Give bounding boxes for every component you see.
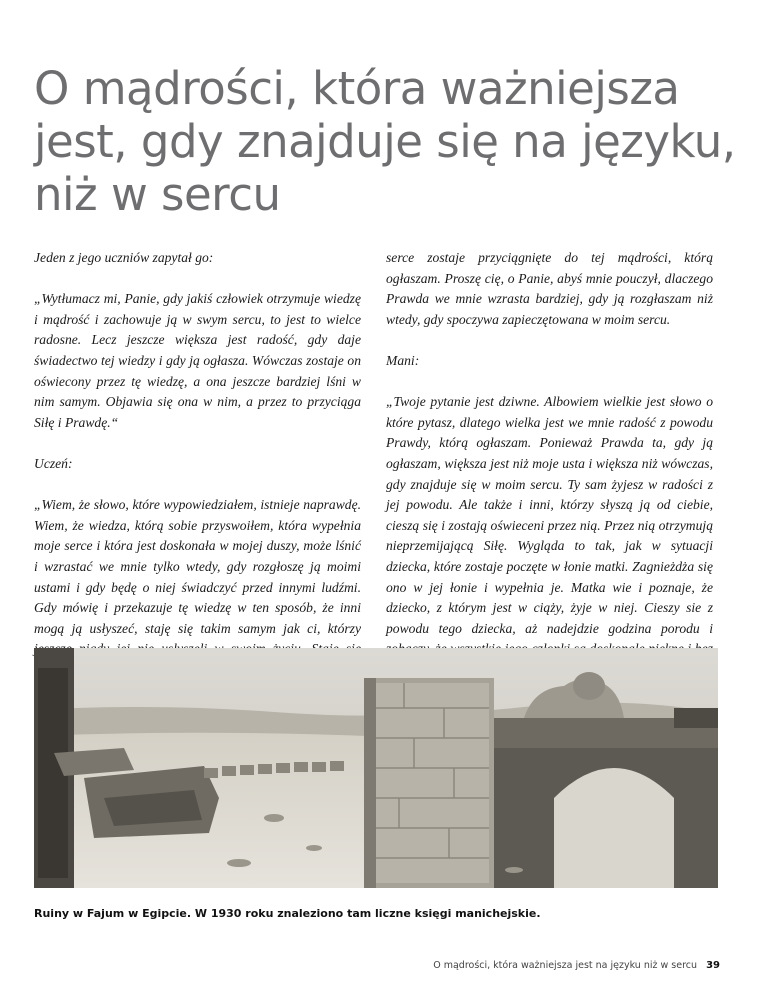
title-line-2: jest, gdy znajduje się na języku, xyxy=(34,115,736,168)
title-line-1: O mądrości, która ważniejsza xyxy=(34,62,680,115)
paragraph: „Twoje pytanie jest dziwne. Albowiem wielkie jest słowo o które pytasz, dlatego wielka jest we mnie radość z powodu Prawdy, którą ogłaszam. Ponieważ Prawda ta, gdy ją ogłaszam, większa jest niż moje usta i większa niż wówczas, gdy znajduje się w moim sercu. Ty sam żyjesz w radości z jej powodu. Ale także i inni, którzy słyszą ją od ciebie, cieszą się i zostają oświeceni przez nią. Przez nią otrzymują nieprzemijającą Siłę. Wygląda to tak, jak w sytuacji dziecka, które zostaje poczęte w łonie matki. Zagnieżdża się ono w jej łonie i wypełnia je. Matka wie i poznaje, że dziecko, z którym jest w ciąży, żyje w niej. Cieszy sie z powodu tego dziecka, aż nadejdzie godzina porodu i xyxy=(386,394,713,636)
photo-caption: Ruiny w Fajum w Egipcie. W 1930 roku znaleziono tam liczne księgi manichejskie. xyxy=(34,907,541,920)
page-number: 39 xyxy=(706,960,720,971)
right-text-column xyxy=(386,248,713,701)
running-title: O mądrości, która ważniejsza jest na języku niż w sercu xyxy=(433,960,698,971)
paragraph: Mani: xyxy=(386,352,420,368)
article-title xyxy=(34,62,734,221)
ruins-photo xyxy=(34,648,718,888)
left-text-column xyxy=(34,248,361,701)
page-footer xyxy=(433,960,720,971)
ruins-photo-illustration xyxy=(34,648,718,888)
paragraph: serce zostaje przyciągnięte do tej mądrości, którą ogłaszam. Proszę cię, o Panie, abyś mnie pouczył, dlaczego Prawda we mnie wzrasta bardziej, gdy ją rozgłaszam niż wtedy, gdy spoczywa zapieczętowana w moim sercu. xyxy=(386,250,713,327)
paragraph: Jeden z jego uczniów zapytał go: xyxy=(34,250,214,265)
paragraph: „Wiem, że słowo, które wypowiedziałem, istnieje naprawdę. Wiem, że wiedza, którą sobie przyswoiłem, która wypełnia moje serce i która jest doskonała w mojej duszy, może lśnić i wzrastać we mnie tylko wtedy, gdy rozgłoszę ją moimi ustami i gdy będę o niej świadczyć przed innymi ludźmi. Gdy mówię i przekazuje tę wiedzę w ten sposób, że inni mogą ją usłyszeć, staję się takim samym jak ci, którzy xyxy=(34,497,361,636)
paragraph: „Wytłumacz mi, Panie, gdy jakiś człowiek otrzymuje wiedzę i mądrość i zachowuje ją w swym sercu, to jest to wielce radosne. Lecz jeszcze większa jest radość, gdy daje świadectwo tej wiedzy i gdy ją ogłasza. Wówczas zostaje on oświecony przez tę wiedzę, a ona jeszcze bardziej lśni w nim samym. Objawia się ona w nim, a przez to przyciąga Siłę i Prawdę.“ xyxy=(34,291,361,430)
paragraph: Uczeń: xyxy=(34,455,73,471)
title-line-3: niż w sercu xyxy=(34,168,281,221)
